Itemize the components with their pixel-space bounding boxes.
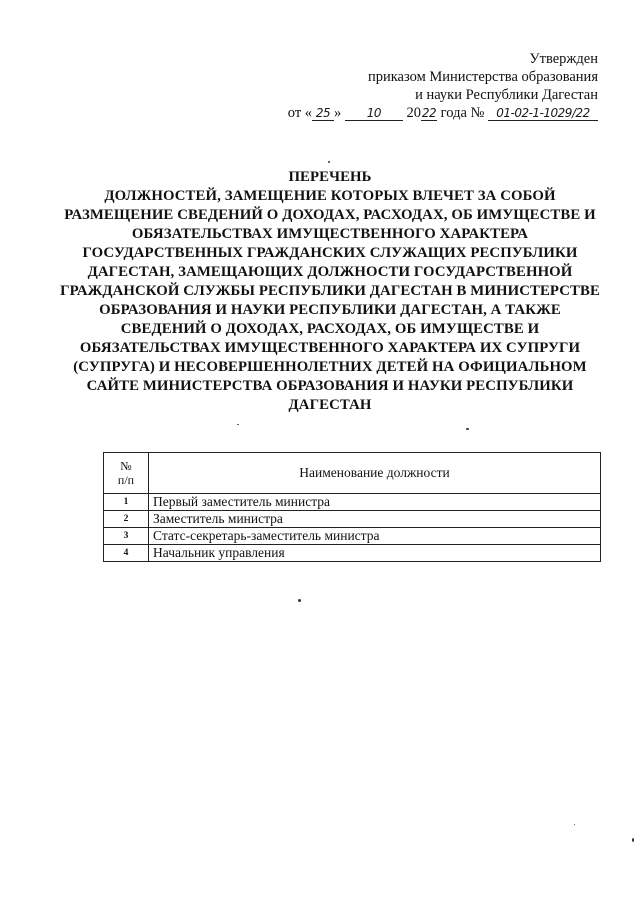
scan-speck <box>632 838 634 842</box>
row-number: 1 <box>104 494 149 511</box>
date-prefix: от « <box>287 105 313 121</box>
row-number: 4 <box>104 545 149 562</box>
scan-speck <box>237 424 239 425</box>
year-prefix: 20 <box>406 105 422 121</box>
header-position-name: Наименование должности <box>149 453 601 494</box>
date-day: 25 <box>312 106 334 121</box>
approval-line-ministry: и науки Республики Дагестан <box>415 87 598 103</box>
header-number-abbrev: п/п <box>117 473 135 487</box>
table-row <box>104 494 601 511</box>
row-position: Заместитель министра <box>149 511 601 528</box>
header-number <box>104 453 149 494</box>
row-number: 2 <box>104 511 149 528</box>
document-title-block <box>60 168 600 415</box>
row-number: 3 <box>104 528 149 545</box>
date-month: 10 <box>345 106 403 121</box>
year-suffix: 22 <box>421 106 437 120</box>
approval-stamp <box>288 50 598 122</box>
order-number: 01-02-1-1029/22 <box>488 106 598 121</box>
row-position: Первый заместитель министра <box>149 494 601 511</box>
table-row <box>104 528 601 545</box>
approval-line-approved: Утвержден <box>529 51 598 67</box>
scan-speck <box>328 161 330 163</box>
year-label: года № <box>440 105 485 121</box>
approval-date-line <box>288 104 598 122</box>
table-row <box>104 511 601 528</box>
positions-table <box>103 452 601 562</box>
approval-line-order: приказом Министерства образования <box>367 69 598 85</box>
scan-speck <box>574 824 575 825</box>
document-heading: ПЕРЕЧЕНЬ <box>288 169 372 185</box>
document-title: ДОЛЖНОСТЕЙ, ЗАМЕЩЕНИЕ КОТОРЫХ ВЛЕЧЕТ ЗА СОБОЙ РАЗМЕЩЕНИЕ СВЕДЕНИЙ О ДОХОДАХ, РАСХОДАХ, ОБ ИМУЩЕСТВЕ И ОБЯЗАТЕЛЬСТВАХ ИМУЩЕСТВЕННОГО ХАРАКТЕРА ГОСУДАРСТВЕННЫХ ГРАЖДАНСКИХ СЛУЖАЩИХ РЕСПУБЛИКИ ДАГЕСТАН, ЗАМЕЩАЮЩИХ ДОЛЖНОСТИ ГОСУДАРСТВЕННОЙ ГРАЖДАНСКОЙ СЛУЖБЫ РЕСПУБЛИКИ ДАГЕСТАН В МИНИСТЕРСТВЕ ОБРАЗОВАНИЯ И НАУКИ РЕСПУБЛИКИ ДАГЕСТАН, А ТАКЖЕ СВЕДЕНИЙ О ДОХОДАХ, РАСХОДАХ, ОБ ИМУЩЕСТВЕ И ОБЯЗАТЕЛЬСТВАХ ИМУЩЕСТВЕННОГО ХАРАКТЕРА ИХ СУПРУГИ (СУПРУГА) И НЕСОВЕРШЕННОЛЕТНИХ ДЕТЕЙ НА ОФИЦИАЛЬНОМ САЙТЕ МИНИСТЕРСТВА ОБРАЗОВАНИЯ И НАУКИ РЕСПУБЛИКИ ДАГЕСТАН <box>60 188 600 413</box>
scan-speck <box>298 599 301 602</box>
table-header-row <box>104 453 601 494</box>
table-row <box>104 545 601 562</box>
date-day-close: » <box>334 105 342 121</box>
scan-speck <box>466 428 469 430</box>
row-position: Начальник управления <box>149 545 601 562</box>
header-number-sign: № <box>120 459 132 473</box>
row-position: Статс-секретарь-заместитель министра <box>149 528 601 545</box>
